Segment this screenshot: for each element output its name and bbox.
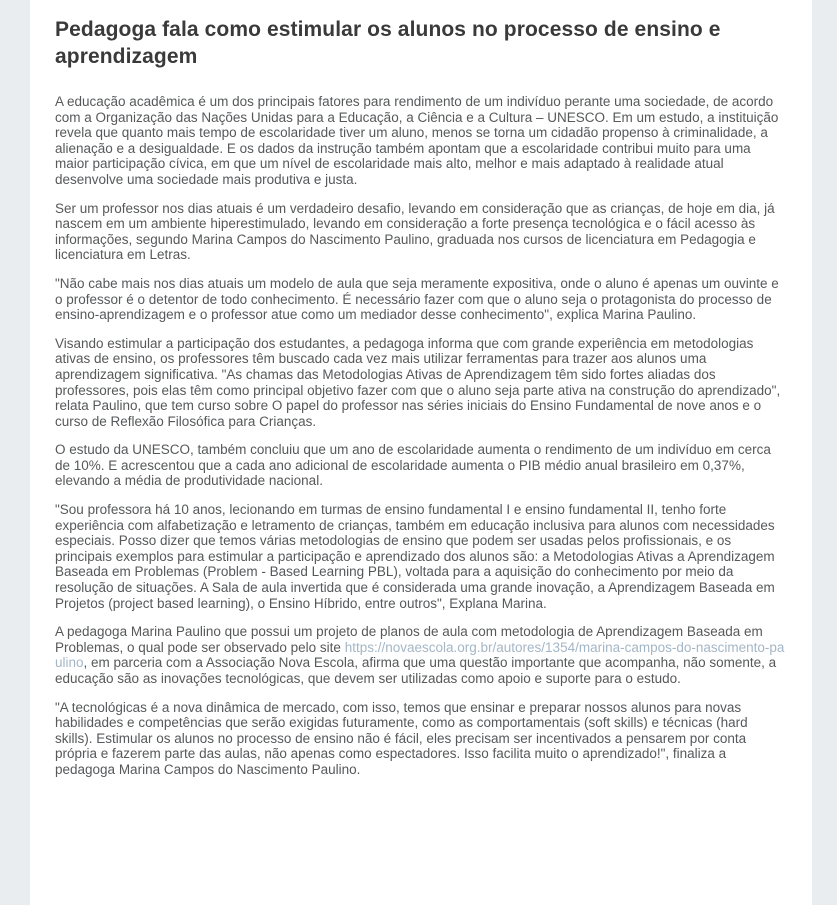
article-paragraph	[55, 94, 788, 188]
paragraph-text: "Sou professora há 10 anos, lecionando em turmas de ensino fundamental I e ensino fundamental II, tenho forte experiência com alfabetização e letramento de crianças, também em educação inclusiva para alunos com necessidades especiais. Posso dizer que temos várias metodologias de ensino que podem ser usadas pelos profissionais, e os principais exemplos para estimular a participação e aprendizado dos alunos são: a Metodologias Ativas a Aprendizagem Baseada em Problemas (Problem - Based Learning PBL), voltada para a aquisição do conhecimento por meio da resolução de situações. A Sala de aula invertida que é considerada uma grande inovação, a Aprendizagem Baseada em Projetos (project based learning), o Ensino Híbrido, entre outros", Explana Marina.	[55, 502, 775, 611]
paragraph-text: Visando estimular a participação dos estudantes, a pedagoga informa que com grande experiência em metodologias ativas de ensino, os professores têm buscado cada vez mais utilizar ferramentas para trazer aos alunos uma aprendizagem significativa. "As chamas das Metodologias Ativas de Aprendizagem têm sido fortes aliadas dos professores, pois elas têm como principal objetivo fazer com que o aluno seja parte ativa na construção do aprendizado", relata Paulino, que tem curso sobre O papel do professor nas séries iniciais do Ensino Fundamental de nove anos e o curso de Reflexão Filosófica para Crianças.	[55, 335, 781, 429]
paragraph-text: "A tecnológicas é a nova dinâmica de mercado, com isso, temos que ensinar e preparar nossos alunos para novas habilidades e competências que serão exigidas futuramente, como as comportamentais (soft skills) e técnicas (hard skills). Estimular os alunos no processo de ensino não é fácil, eles precisam ser incentivados a pensarem por conta própria e fazerem parte das aulas, não apenas como espectadores. Isso facilita muito o aprendizado!", finaliza a pedagoga Marina Campos do Nascimento Paulino.	[55, 699, 748, 777]
article-paragraph	[55, 700, 788, 778]
paragraph-text: A pedagoga Marina Paulino que possui um projeto de planos de aula com metodologia de Aprendizagem Baseada em Problemas, o qual pode ser observado pelo site	[55, 624, 763, 655]
article-paragraph	[55, 442, 788, 489]
article-link[interactable]: https://novaescola.org.br/autores/1354/marina-campos-do-nascimento-paulino	[55, 639, 785, 671]
paragraph-text: "Não cabe mais nos dias atuais um modelo de aula que seja meramente expositiva, onde o aluno é apenas um ouvinte e o professor é o detentor de todo conhecimento. É necessário fazer com que o aluno seja o protagonista do processo de ensino-aprendizagem e o professor atue como um mediador desse conhecimento", explica Marina Paulino.	[55, 275, 779, 323]
article-paragraph	[55, 201, 788, 263]
article-paragraph	[55, 502, 788, 611]
article-body	[55, 94, 788, 778]
page-title: Pedagoga fala como estimular os alunos no processo de ensino e aprendizagem	[55, 18, 721, 68]
paragraph-text: , em parceria com a Associação Nova Escola, afirma que uma questão importante que acompanha, não somente, a educação são as inovações tecnológicas, que devem ser utilizadas como apoio e suporte para o estudo.	[55, 655, 777, 686]
article-paragraph	[55, 276, 788, 323]
article-paragraph	[55, 336, 788, 430]
paragraph-text: O estudo da UNESCO, também concluiu que um ano de escolaridade aumenta o rendimento de um indivíduo em cerca de 10%. E acrescentou que a cada ano adicional de escolaridade aumenta o PIB médio anual brasileiro em 0,37%, elevando a média de produtividade nacional.	[55, 442, 771, 489]
paragraph-text: Ser um professor nos dias atuais é um verdadeiro desafio, levando em consideração que as crianças, de hoje em dia, já nascem em um ambiente hiperestimulado, levando em consideração a forte presença tecnológica e o fácil acesso às informações, segundo Marina Campos do Nascimento Paulino, graduada nos cursos de licenciatura em Pedagogia e licenciatura em Letras.	[55, 200, 775, 263]
paragraph-text: A educação acadêmica é um dos principais fatores para rendimento de um indivíduo perante uma sociedade, de acordo com a Organização das Nações Unidas para a Educação, a Ciência e a Cultura – UNESCO. Em um estudo, a instituição revela que quanto mais tempo de escolaridade tiver um aluno, menos se torna um cidadão propenso à criminalidade, a alienação e a desigualdade. E os dados da instrução também apontam que a escolaridade contribui muito para uma maior participação cívica, em que um nível de escolaridade mais alto, melhor e mais adaptado à realidade atual desenvolve uma sociedade mais produtiva e justa.	[55, 94, 779, 187]
article-page	[30, 0, 812, 905]
article-paragraph	[55, 624, 788, 686]
